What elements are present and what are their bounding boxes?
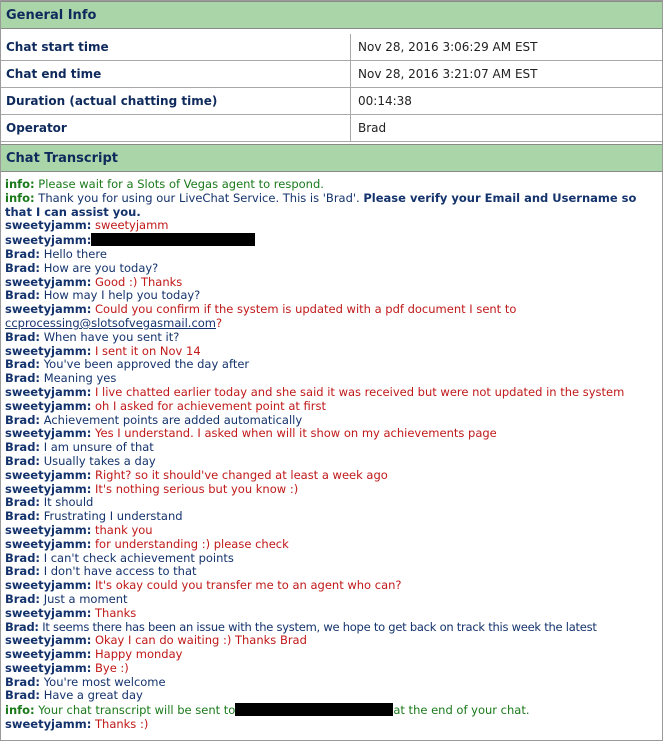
message-author: Brad: <box>5 453 41 468</box>
message-author: sweetyjamm: <box>5 647 92 662</box>
chat-message <box>5 192 657 220</box>
transcript-title: Chat Transcript <box>6 151 119 166</box>
chat-message-continued <box>5 317 657 331</box>
chat-message <box>5 483 657 497</box>
message-text: Yes I understand. I asked when will it show on my achievements page <box>95 426 497 441</box>
message-text: Okay I can do waiting :) Thanks Brad <box>95 633 307 648</box>
chat-message <box>5 414 657 428</box>
chat-message <box>5 538 657 552</box>
general-info-title: General Info <box>6 8 97 23</box>
chat-message <box>5 400 657 414</box>
message-text: Could you confirm if the system is updated with a pdf document I sent to <box>95 302 517 317</box>
chat-message <box>5 703 657 718</box>
message-text: How are you today? <box>43 260 159 275</box>
chat-message <box>5 662 657 676</box>
chat-start-row <box>1 34 662 61</box>
chat-message <box>5 248 657 262</box>
message-text: Hello there <box>43 246 107 261</box>
chat-message <box>5 427 657 441</box>
message-text: When have you sent it? <box>43 329 180 344</box>
message-author: sweetyjamm: <box>5 274 92 289</box>
message-author: Brad: <box>5 412 41 427</box>
duration-label: Duration (actual chatting time) <box>6 94 218 108</box>
message-text: Thank you for using our LiveChat Service. This is 'Brad'. <box>38 190 360 205</box>
message-author: info: <box>5 190 35 205</box>
redacted-block <box>235 703 393 716</box>
message-text: Bye :) <box>95 660 129 675</box>
chat-message <box>5 689 657 703</box>
email-link[interactable]: ccprocessing@slotsofvegasmail.com <box>5 315 217 330</box>
message-author: sweetyjamm: <box>5 717 92 732</box>
message-text: It's nothing serious but you know :) <box>95 481 299 496</box>
message-author: sweetyjamm: <box>5 384 92 399</box>
chat-message <box>5 718 657 732</box>
message-text: I live chatted earlier today and she said it was received but were not updated in the system <box>95 384 625 399</box>
message-author: sweetyjamm: <box>5 302 92 317</box>
cell-divider <box>350 34 351 60</box>
message-text: Frustrating I understand <box>43 509 183 524</box>
message-author: sweetyjamm: <box>5 426 92 441</box>
general-info-header <box>1 1 662 29</box>
chat-message <box>5 524 657 538</box>
message-author: Brad: <box>5 688 41 703</box>
message-text: Thanks <box>95 605 137 620</box>
chat-message <box>5 358 657 372</box>
chat-message <box>5 455 657 469</box>
message-text: at the end of your chat. <box>393 703 530 718</box>
operator-label: Operator <box>6 121 67 135</box>
message-author: sweetyjamm: <box>5 481 92 496</box>
chat-message <box>5 178 657 192</box>
operator-row <box>1 115 662 142</box>
message-text: Please wait for a Slots of Vegas agent to respond. <box>38 177 324 191</box>
message-text: Good :) Thanks <box>95 274 183 289</box>
message-author: Brad: <box>5 674 41 689</box>
message-text: It's okay could you transfer me to an agent who can? <box>95 578 402 593</box>
chat-transcript <box>5 178 657 732</box>
chat-end-label: Chat end time <box>6 67 102 81</box>
message-text: You're most welcome <box>43 674 166 689</box>
message-text: sweetyjamm <box>95 218 169 233</box>
chat-end-row <box>1 61 662 88</box>
chat-message <box>5 648 657 662</box>
message-text: thank you <box>95 522 153 537</box>
operator-value: Brad <box>358 121 387 135</box>
chat-message <box>5 276 657 290</box>
chat-message <box>5 607 657 621</box>
chat-message <box>5 496 657 510</box>
message-text: Have a great day <box>43 688 143 703</box>
message-author: sweetyjamm: <box>5 467 92 482</box>
message-text: It should <box>43 495 94 510</box>
message-author: Brad: <box>5 260 41 275</box>
message-author: Brad: <box>5 371 41 386</box>
message-author: info: <box>5 703 35 718</box>
chat-message <box>5 345 657 359</box>
message-author: Brad: <box>5 619 39 634</box>
message-text: How may I help you today? <box>43 288 201 303</box>
message-author: sweetyjamm: <box>5 218 92 233</box>
chat-start-value: Nov 28, 2016 3:06:29 AM EST <box>358 40 538 54</box>
message-author: sweetyjamm: <box>5 536 92 551</box>
chat-message <box>5 386 657 400</box>
chat-message <box>5 233 657 248</box>
message-author: Brad: <box>5 509 41 524</box>
message-author: Brad: <box>5 329 41 344</box>
message-text: Your chat transcript will be sent to <box>38 703 236 718</box>
message-author: sweetyjamm: <box>5 343 92 358</box>
chat-message <box>5 289 657 303</box>
chat-end-value: Nov 28, 2016 3:21:07 AM EST <box>358 67 538 81</box>
message-text: Just a moment <box>43 591 128 606</box>
message-author: sweetyjamm: <box>5 522 92 537</box>
message-text: I can't check achievement points <box>43 550 234 565</box>
duration-row <box>1 88 662 115</box>
cell-divider <box>350 88 351 114</box>
chat-start-label: Chat start time <box>6 40 109 54</box>
message-author: Brad: <box>5 357 41 372</box>
message-text: Usually takes a day <box>43 453 156 468</box>
chat-message <box>5 441 657 455</box>
message-text: ? <box>216 315 223 330</box>
message-author: Brad: <box>5 288 41 303</box>
cell-divider <box>350 115 351 141</box>
chat-message <box>5 219 657 233</box>
transcript-header <box>1 144 662 172</box>
message-author: Brad: <box>5 591 41 606</box>
message-author: Brad: <box>5 550 41 565</box>
message-bold-text: Please verify your Email and Username so that I can assist you. <box>5 190 637 219</box>
message-text: I sent it on Nov 14 <box>95 343 201 358</box>
chat-message <box>5 552 657 566</box>
chat-message <box>5 565 657 579</box>
message-text: Right? so it should've changed at least a week ago <box>95 467 388 482</box>
chat-message <box>5 634 657 648</box>
chat-message <box>5 579 657 593</box>
cell-divider <box>350 61 351 87</box>
chat-message <box>5 372 657 386</box>
message-author: sweetyjamm: <box>5 605 92 620</box>
chat-message <box>5 303 657 317</box>
message-text: Thanks :) <box>95 717 149 732</box>
duration-value: 00:14:38 <box>358 94 412 108</box>
chat-message <box>5 510 657 524</box>
chat-message <box>5 593 657 607</box>
message-text: It seems there has been an issue with the system, we hope to get back on track this week the latest <box>42 619 597 634</box>
chat-message <box>5 621 657 635</box>
message-text: You've been approved the day after <box>43 357 250 372</box>
message-author: sweetyjamm: <box>5 398 92 413</box>
message-author: sweetyjamm: <box>5 578 92 593</box>
chat-message <box>5 676 657 690</box>
message-author: Brad: <box>5 495 41 510</box>
message-author: sweetyjamm: <box>5 633 92 648</box>
message-text: oh I asked for achievement point at first <box>95 398 327 413</box>
chat-message <box>5 469 657 483</box>
chat-message <box>5 331 657 345</box>
message-text: I don't have access to that <box>43 564 197 579</box>
message-author: sweetyjamm: <box>5 233 92 248</box>
message-author: Brad: <box>5 440 41 455</box>
message-author: sweetyjamm: <box>5 660 92 675</box>
redacted-block <box>91 233 255 246</box>
message-text: I am unsure of that <box>43 440 154 455</box>
message-author: Brad: <box>5 246 41 261</box>
message-text: Achievement points are added automatically <box>43 412 303 427</box>
chat-message <box>5 262 657 276</box>
message-text: Happy monday <box>95 647 183 662</box>
message-text: for understanding :) please check <box>95 536 289 551</box>
message-author: info: <box>5 177 35 191</box>
message-author: Brad: <box>5 564 41 579</box>
message-text: Meaning yes <box>43 371 117 386</box>
